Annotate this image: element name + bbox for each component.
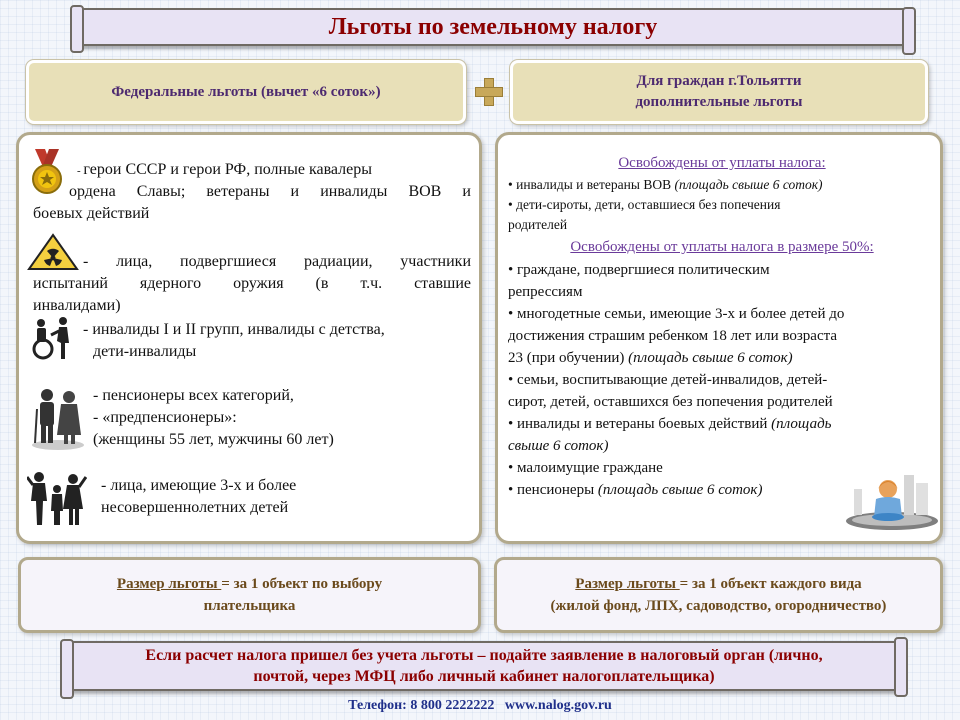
tolyatti-benefits-tab [510, 60, 928, 124]
half-large-family-line1: • многодетные семьи, имеющие 3-х и более детей до [508, 306, 845, 322]
benefit-size-local-line2: (жилой фонд, ЛПХ, садоводство, огородничество) [550, 598, 887, 614]
notice-banner [66, 641, 902, 691]
benefit-disabled-line1: - инвалиды I и II групп, инвалиды с детства, [83, 321, 385, 338]
scroll-curl-left [60, 639, 74, 699]
radiation-icon [27, 233, 79, 271]
notice-line1: Если расчет налога пришел без учета льготы – подайте заявление в налоговый орган (лично, [145, 647, 823, 664]
half-low-income: • малоимущие граждане [508, 460, 663, 476]
benefit-size-federal-line2: плательщика [203, 598, 296, 614]
benefit-radiation-line3: инвалидами) [33, 297, 121, 314]
title-banner [76, 8, 910, 46]
family-icon [27, 471, 87, 527]
half-disabled-children-line1: • семьи, воспитывающие детей-инвалидов, детей- [508, 372, 828, 388]
federal-benefits-tab [26, 60, 466, 124]
phone-number: Телефон: 8 800 2222222 [348, 698, 495, 713]
benefit-pensioners-line1: - пенсионеры всех категорий, [93, 387, 294, 404]
half-large-family-line3: 23 (при обучении) (площадь свыше 6 соток) [508, 350, 793, 366]
benefit-disabled-line2: дети-инвалиды [93, 343, 197, 360]
half-disabled-children-line2: сирот, детей, оставшихся без попечения родителей [508, 394, 833, 410]
federal-benefits-panel [16, 132, 482, 544]
sad-child-icon [844, 469, 940, 531]
benefit-radiation-line1: - лица, подвергшиеся радиации, участники [83, 253, 471, 270]
page-title: Льготы по земельному налогу [328, 13, 658, 40]
benefit-heroes-line3: боевых действий [33, 205, 150, 222]
benefit-size-local-line1: Размер льготы = за 1 объект каждого вида [575, 576, 862, 592]
website-link[interactable]: www.nalog.gov.ru [504, 698, 612, 713]
elderly-couple-icon [31, 385, 85, 451]
half-exemption-heading: Освобождены от уплаты налога в размере 50%: [570, 239, 874, 255]
half-combat-veterans-line2: свыше 6 соток) [508, 438, 609, 454]
exempt-orphans-line2: родителей [508, 217, 568, 232]
benefit-size-federal [18, 557, 481, 633]
tolyatti-label-line2: дополнительные льготы [635, 94, 803, 110]
benefit-pensioners-line2: - «предпенсионеры»: [93, 409, 237, 426]
benefit-pensioners-line3: (женщины 55 лет, мужчины 60 лет) [93, 431, 334, 448]
full-exemption-heading: Освобождены от уплаты налога: [618, 155, 826, 171]
half-combat-veterans-line1: • инвалиды и ветераны боевых действий (площадь [508, 416, 832, 432]
exempt-orphans-line1: • дети-сироты, дети, оставшиеся без попечения [508, 197, 781, 212]
half-pensioners: • пенсионеры (площадь свыше 6 соток) [508, 482, 763, 498]
contact-line [0, 698, 960, 714]
federal-benefits-label: Федеральные льготы (вычет «6 соток») [111, 83, 381, 100]
benefit-large-family-line1: - лица, имеющие 3-х и более [101, 477, 297, 494]
scroll-curl-left [70, 5, 84, 53]
medal-icon [29, 149, 65, 195]
half-large-family-line2: достижения страшим ребенком 18 лет или возраста [508, 328, 838, 344]
benefit-large-family-line2: несовершеннолетних детей [101, 499, 289, 516]
benefit-radiation-line2: испытаний ядерного оружия (в т.ч. ставшие [33, 275, 471, 292]
tolyatti-benefits-panel [495, 132, 943, 544]
scroll-curl-right [894, 637, 908, 697]
plus-icon [475, 78, 501, 104]
half-repressed-line1: • граждане, подвергшиеся политическим [508, 262, 770, 278]
benefit-heroes-line2: ордена Славы; ветераны и инвалиды ВОВ и [69, 183, 471, 200]
benefit-size-local [494, 557, 943, 633]
exempt-wwii: • инвалиды и ветераны ВОВ (площадь свыше 6 соток) [508, 177, 823, 192]
notice-line2: почтой, через МФЦ либо личный кабинет налогоплательщика) [253, 668, 715, 685]
benefit-heroes-line1: - герои СССР и герои РФ, полные кавалеры [77, 161, 372, 178]
half-repressed-line2: репрессиям [508, 284, 583, 300]
scroll-curl-right [902, 7, 916, 55]
disabled-person-icon [29, 315, 75, 361]
tolyatti-label-line1: Для граждан г.Тольятти [636, 73, 802, 89]
benefit-size-federal-line1: Размер льготы = за 1 объект по выбору [116, 576, 383, 592]
